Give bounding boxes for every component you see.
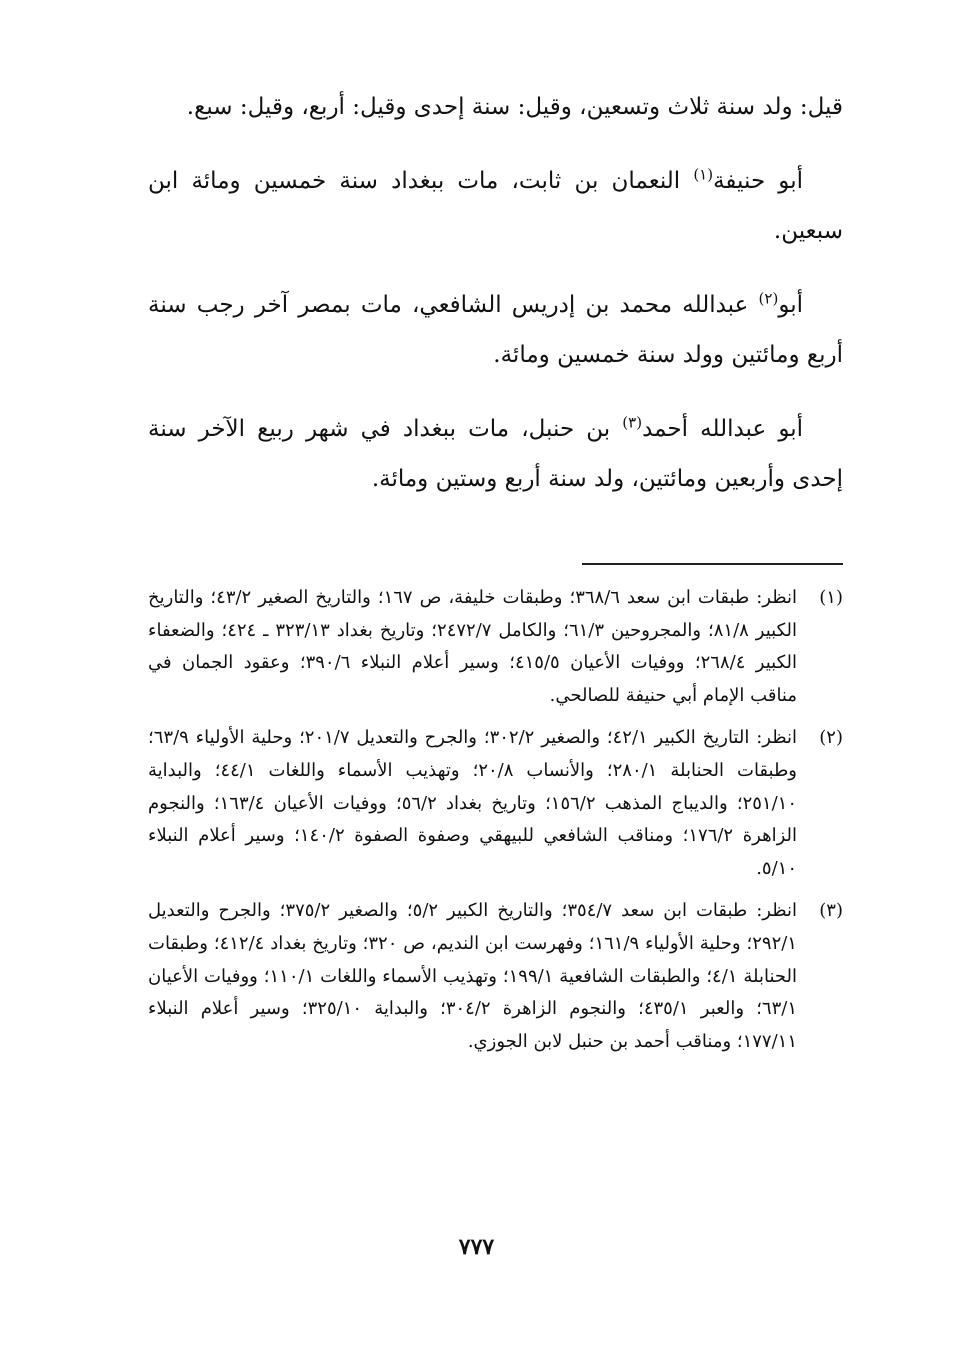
page-number: ٧٧٧ <box>458 1234 495 1260</box>
footnote-3 <box>148 895 843 1058</box>
footnote-2 <box>148 722 843 885</box>
footnote-reference[interactable]: (١) <box>693 165 714 184</box>
paragraph-text: بن حنبل، مات ببغداد في شهر ربيع الآخر سنة إحدى وأربعين ومائتين، ولد سنة أربع وستين ومائة. <box>148 416 843 492</box>
footnote-reference[interactable]: (٢) <box>758 289 779 308</box>
footnote-number: (٢) <box>819 727 843 749</box>
footnote-text: انظر: طبقات ابن سعد ٣٦٨/٦؛ وطبقات خليفة، ص ١٦٧؛ والتاريخ الصغير ٤٣/٢؛ والتاريخ الكبير ٨١/٨؛ والمجروحين ٦١/٣؛ والكامل ٢٤٧٢/٧؛ وتاريخ بغداد ٣٢٣/١٣ ـ ٤٢٤؛ والضعفاء الكبير ٢٦٨/٤؛ ووفيات الأعيان ٤١٥/٥؛ وسير أعلام النبلاء ٣٩٠/٦؛ وعقود الجمان في مناقب الإمام أبي حنيفة للصالحي. <box>148 587 797 706</box>
paragraph-birth-years <box>148 82 843 132</box>
main-text <box>148 82 843 528</box>
paragraph-text: أبو عبدالله أحمد <box>642 416 803 442</box>
paragraph-text: النعمان بن ثابت، مات ببغداد سنة خمسين ومائة ابن سبعين. <box>148 168 843 244</box>
paragraph-text: عبدالله محمد بن إدريس الشافعي، مات بمصر آخر رجب سنة أربع ومائتين وولد سنة خمسين ومائة. <box>148 292 843 368</box>
footnote-1 <box>148 582 843 712</box>
footnote-separator <box>582 563 843 565</box>
paragraph-al-shafii <box>148 280 843 380</box>
footnote-text: انظر: التاريخ الكبير ٤٢/١؛ والصغير ٣٠٢/٢؛ والجرح والتعديل ٢٠١/٧؛ وحلية الأولياء ٦٣/٩؛ وطبقات الحنابلة ٢٨٠/١؛ والأنساب ٢٠/٨؛ وتهذيب الأسماء واللغات ٤٤/١؛ والبداية ٢٥١/١٠؛ والديباج المذهب ١٥٦/٢؛ وتاريخ بغداد ٥٦/٢؛ ووفيات الأعيان ١٦٣/٤؛ والنجوم الزاهرة ١٧٦/٢؛ ومناقب الشافعي للبيهقي وصفوة الصفوة ١٤٠/٢؛ وسير أعلام النبلاء ٥/١٠. <box>148 727 797 879</box>
paragraph-ahmad-ibn-hanbal <box>148 404 843 504</box>
paragraph-text: أبو <box>778 292 803 318</box>
footnote-text: انظر: طبقات ابن سعد ٣٥٤/٧؛ والتاريخ الكبير ٥/٢؛ والصغير ٣٧٥/٢؛ والجرح والتعديل ٢٩٢/١؛ وحلية الأولياء ١٦١/٩؛ وفهرست ابن النديم، ص ٣٢٠؛ وتاريخ بغداد ٤١٢/٤؛ وطبقات الحنابلة ٤/١؛ والطبقات الشافعية ١٩٩/١؛ وتهذيب الأسماء واللغات ١١٠/١؛ ووفيات الأعيان ٦٣/١؛ والعبر ٤٣٥/١؛ والنجوم الزاهرة ٣٠٤/٢؛ والبداية ٣٢٥/١٠؛ وسير أعلام النبلاء ١٧٧/١١؛ ومناقب أحمد بن حنبل لابن الجوزي. <box>148 900 797 1052</box>
footnote-reference[interactable]: (٣) <box>622 413 643 432</box>
paragraph-abu-hanifa <box>148 156 843 256</box>
footnote-number: (٣) <box>819 900 843 922</box>
paragraph-text: قيل: ولد سنة ثلاث وتسعين، وقيل: سنة إحدى وقيل: أربع، وقيل: سبع. <box>186 94 843 120</box>
paragraph-text: أبو حنيفة <box>713 168 803 194</box>
footnotes <box>148 582 843 1068</box>
footnote-number: (١) <box>819 587 843 608</box>
